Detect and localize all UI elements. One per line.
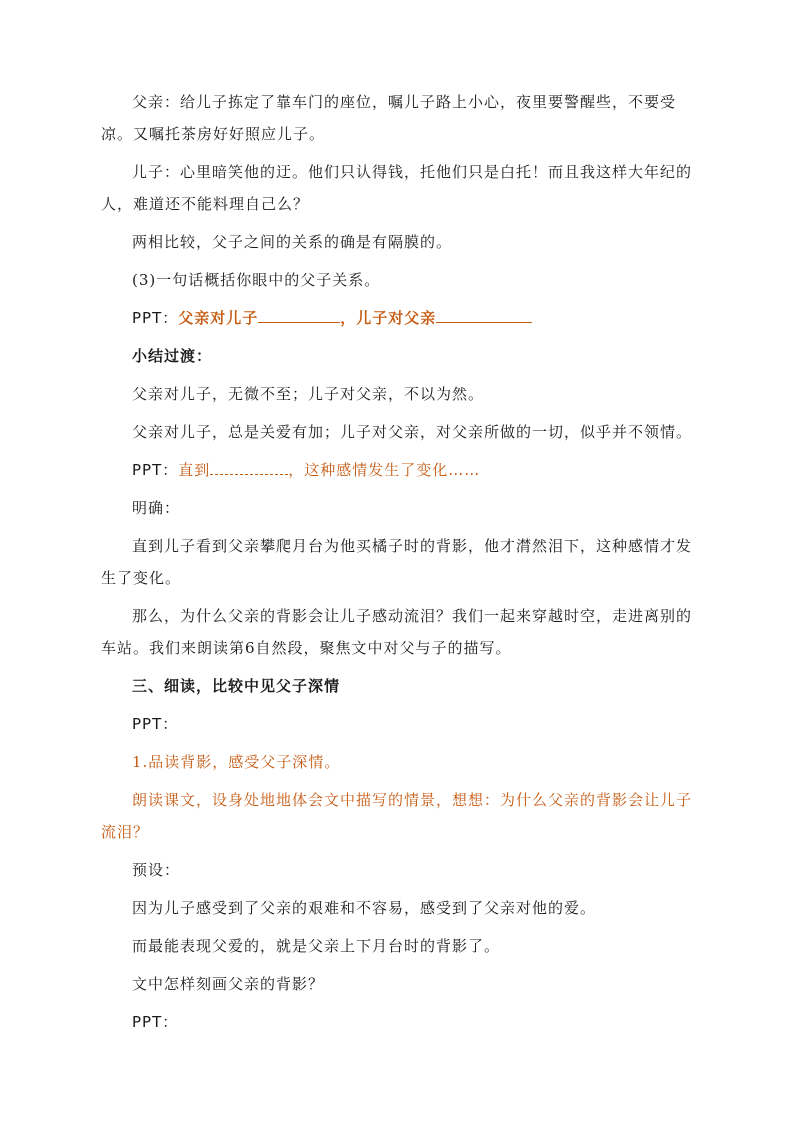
item-1: 1.品读背影，感受父子深情。 bbox=[132, 753, 341, 771]
clarify-label: 明确： bbox=[132, 499, 181, 517]
ppt-label: PPT： bbox=[132, 309, 179, 327]
ppt-label-3: PPT： bbox=[132, 715, 179, 733]
fill-blank-3 bbox=[210, 459, 288, 475]
fill-blank-2 bbox=[436, 307, 532, 323]
preset-line-1: 因为儿子感受到了父亲的艰难和不容易，感受到了父亲对他的爱。 bbox=[132, 899, 597, 917]
ppt2-part1: 直到 bbox=[178, 461, 211, 479]
clarify-text: 直到儿子看到父亲攀爬月台为他买橘子时的背影，他才潸然泪下，这种感情才发生了变化。 bbox=[101, 537, 693, 587]
father-description: 父亲：给儿子拣定了靠车门的座位，嘱儿子路上小心，夜里要警醒些，不要受凉。又嘱托茶房好好照应儿子。 bbox=[101, 93, 677, 143]
question-3: (3)一句话概括你眼中的父子关系。 bbox=[132, 271, 381, 289]
comparison-text: 两相比较，父子之间的关系的确是有隔膜的。 bbox=[132, 233, 453, 251]
question-text: 文中怎样刻画父亲的背影？ bbox=[132, 975, 325, 993]
summary-line-1: 父亲对儿子，无微不至；儿子对父亲，不以为然。 bbox=[132, 385, 485, 403]
ppt-label: PPT： bbox=[132, 461, 179, 479]
section-3-heading: 三、细读，比较中见父子深情 bbox=[132, 677, 341, 695]
item-1-task: 朗读课文，设身处地地体会文中描写的情景，想想：为什么父亲的背影会让儿子流泪？ bbox=[101, 791, 693, 841]
transition-text: 那么，为什么父亲的背影会让儿子感动流泪？我们一起来穿越时空，走进离别的车站。我们来朗读第6自然段，聚焦文中对父与子的描写。 bbox=[101, 607, 693, 657]
ppt-label-4: PPT： bbox=[132, 1013, 179, 1031]
ppt1-part1: 父亲对儿子 bbox=[178, 309, 259, 327]
summary-line-2: 父亲对儿子，总是关爱有加；儿子对父亲，对父亲所做的一切，似乎并不领情。 bbox=[132, 423, 693, 441]
fill-blank-1 bbox=[258, 307, 340, 323]
summary-heading: 小结过渡： bbox=[132, 347, 213, 365]
ppt1-part2: ，儿子对父亲 bbox=[340, 309, 437, 327]
preset-label: 预设： bbox=[132, 861, 181, 879]
son-description: 儿子：心里暗笑他的迂。他们只认得钱，托他们只是白托！而且我这样大年纪的人，难道还不能料理自己么？ bbox=[101, 163, 693, 213]
preset-line-2: 而最能表现父爱的，就是父亲上下月台时的背影了。 bbox=[132, 937, 501, 955]
ppt-line-2 bbox=[101, 454, 698, 486]
ppt2-part2: ，这种感情发生了变化…… bbox=[288, 461, 481, 479]
ppt-line-1 bbox=[101, 302, 698, 334]
